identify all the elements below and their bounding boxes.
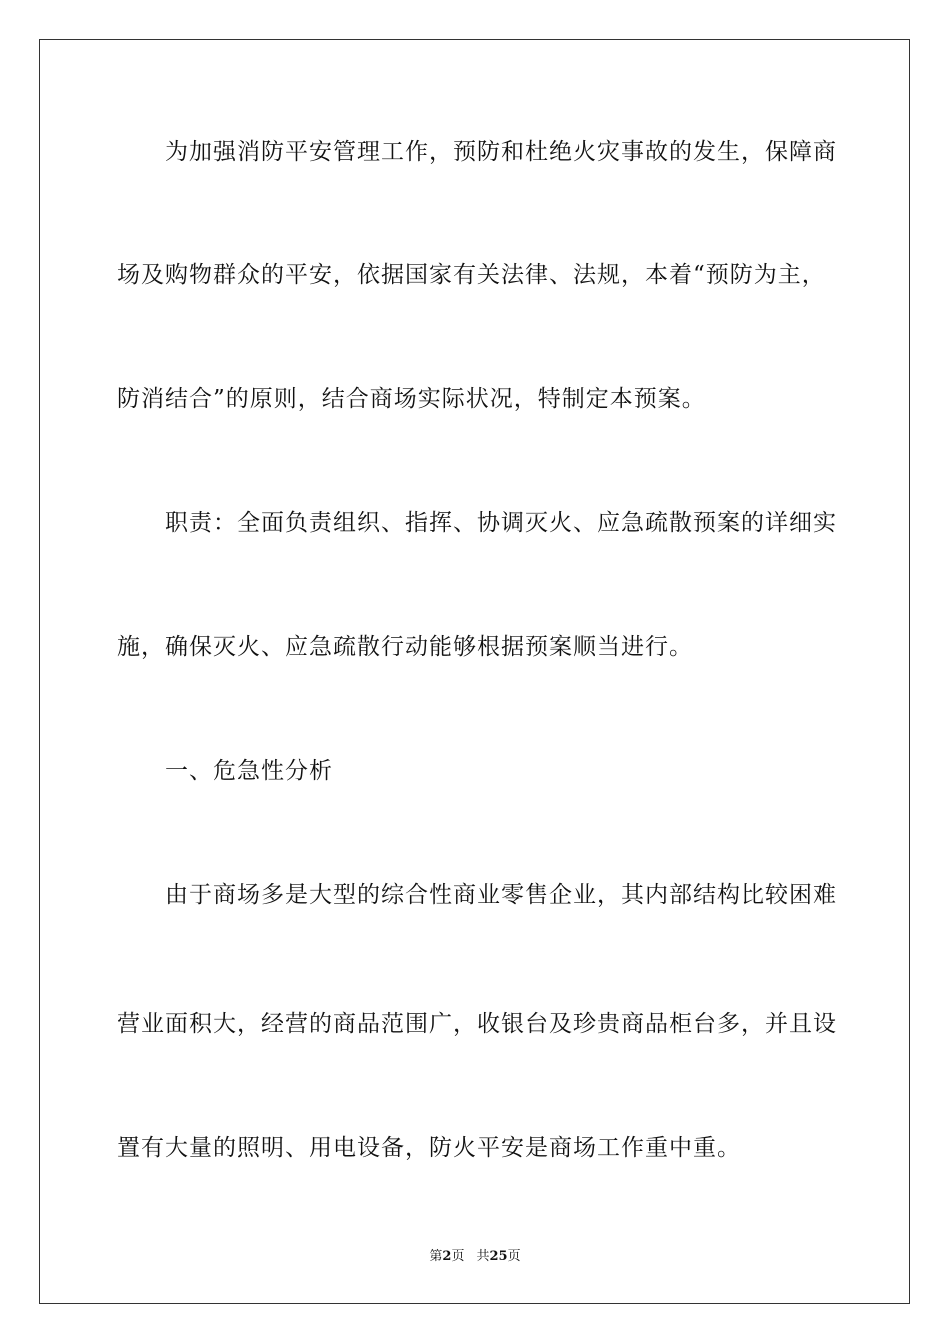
total-pages: 25 [489,1249,508,1264]
page-label-suffix: 页 [451,1249,465,1264]
paragraph-analysis-line-1: 由于商场多是大型的综合性商业零售企业，其内部结构比较困难 [165,882,837,908]
paragraph-duty-line-1: 职责：全面负责组织、指挥、协调灭火、应急疏散预案的详细实 [165,510,837,536]
paragraph-intro-line-2: 场及购物群众的平安，依据国家有关法律、法规，本着“预防为主， [117,262,826,288]
page-number: 2 [442,1249,452,1264]
paragraph-analysis-line-2: 营业面积大，经营的商品范围广，收银台及珍贵商品柜台多，并且设 [117,1011,837,1037]
section-heading: 一、危急性分析 [165,758,333,784]
total-label-prefix: 共 [476,1249,490,1264]
page-label-prefix: 第 [429,1249,443,1264]
paragraph-intro-line-1: 为加强消防平安管理工作，预防和杜绝火灾事故的发生，保障商 [165,139,837,165]
paragraph-intro-line-3: 防消结合”的原则，结合商场实际状况，特制定本预案。 [117,386,706,412]
total-label-suffix: 页 [507,1249,521,1264]
paragraph-duty-line-2: 施，确保灭火、应急疏散行动能够根据预案顺当进行。 [117,634,693,660]
page-footer [0,1248,950,1266]
paragraph-analysis-line-3: 置有大量的照明、用电设备，防火平安是商场工作重中重。 [117,1135,741,1161]
page-border [39,39,910,1304]
